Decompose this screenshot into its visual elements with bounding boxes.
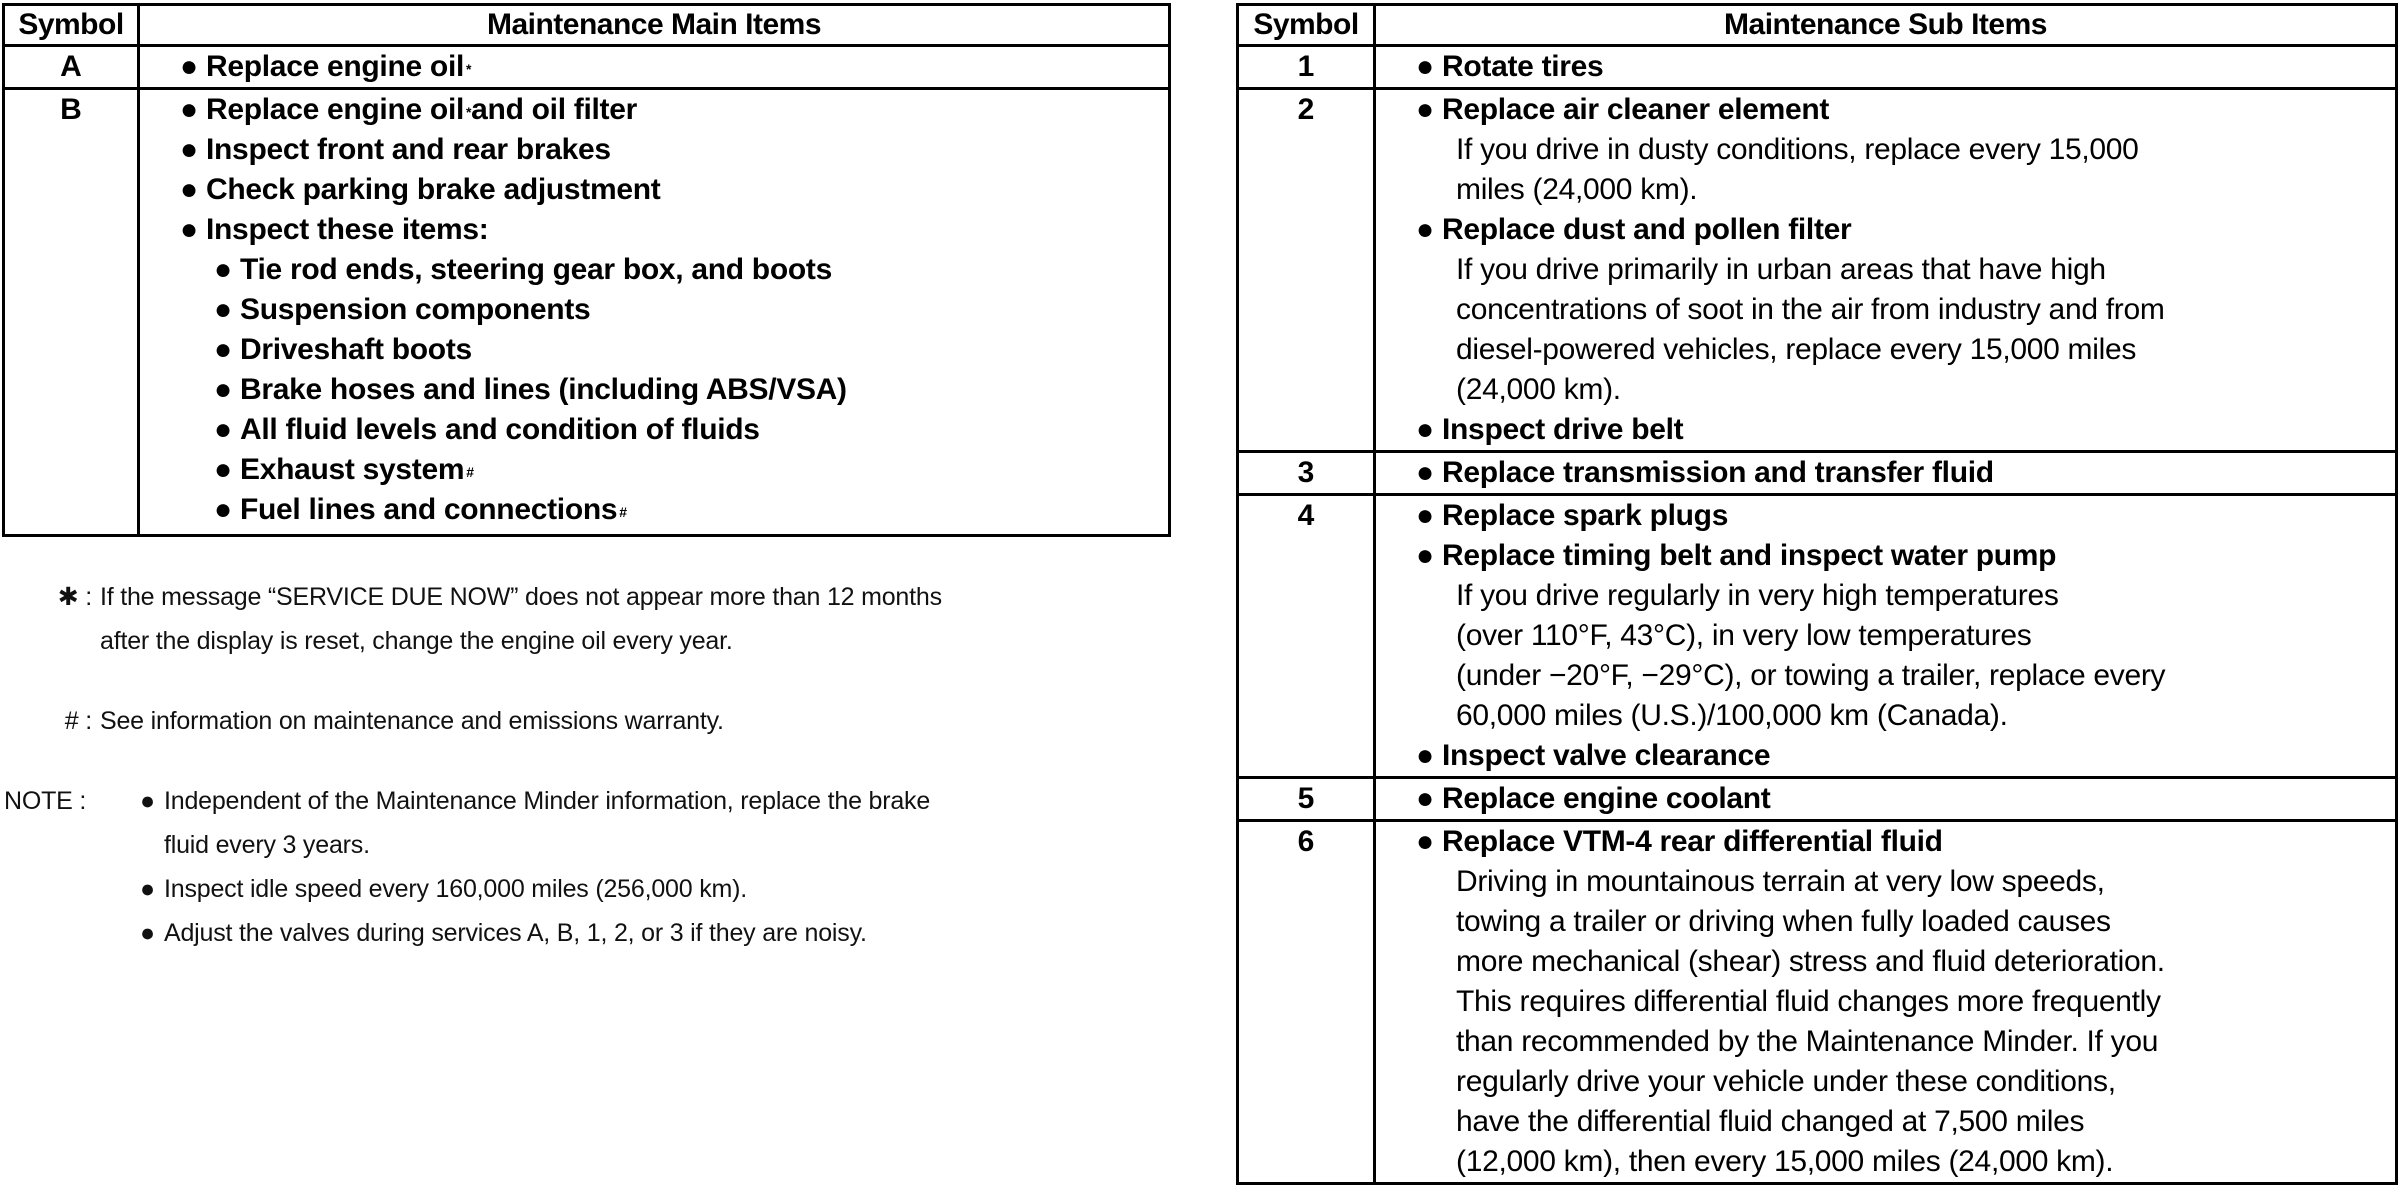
bullet-icon: ● (180, 173, 198, 206)
table-row (4, 89, 1170, 536)
footnote-hash: # : See information on maintenance and emissions warranty. (0, 699, 1200, 743)
bullet-icon: ● (214, 453, 232, 486)
list-item: ● Check parking brake adjustment (180, 170, 1158, 210)
bullet-icon: ● (1416, 539, 1434, 572)
bullet-icon: ● (140, 875, 155, 903)
note-block: NOTE : ● Independent of the Maintenance Minder information, replace the brake fluid every 3 years. ● Inspect idle speed every 160,000 miles (256,000 km). ● Adjust the valves during services A, B, 1, 2, or 3 if they are noisy. (0, 779, 1200, 955)
list-item: ● Driveshaft boots (180, 330, 1158, 370)
bullet-icon: ● (180, 213, 198, 246)
list-item: ● Replace air cleaner element (1416, 90, 2385, 130)
symbol-cell: 2 (1238, 89, 1375, 452)
list-item: ● Fuel lines and connections # (180, 490, 1158, 530)
list-item: ● Replace VTM-4 rear differential fluid (1416, 822, 2385, 862)
note-item: ● Independent of the Maintenance Minder information, replace the brake (140, 779, 1200, 823)
list-item: ● Brake hoses and lines (including ABS/VSA) (180, 370, 1158, 410)
footnote-marker: * (466, 104, 472, 120)
bullet-icon: ● (214, 293, 232, 326)
symbol-cell: 3 (1238, 452, 1375, 495)
symbol-cell: 6 (1238, 821, 1375, 1184)
sub-items-header: Maintenance Sub Items (1375, 5, 2397, 46)
symbol-cell: A (4, 46, 139, 89)
items-cell (1375, 452, 2397, 495)
list-item: ● Inspect valve clearance (1416, 736, 2385, 776)
items-cell (1375, 778, 2397, 821)
items-cell (139, 46, 1170, 89)
table-row (1238, 452, 2397, 495)
symbol-cell: 5 (1238, 778, 1375, 821)
footnotes-section (0, 575, 1200, 955)
symbol-header: Symbol (4, 5, 139, 46)
bullet-icon: ● (140, 919, 155, 947)
bullet-icon: ● (180, 93, 198, 126)
list-item: ● Replace timing belt and inspect water pump (1416, 536, 2385, 576)
sub-items-table (1236, 3, 2398, 1185)
list-item: ● Replace dust and pollen filter (1416, 210, 2385, 250)
items-cell (139, 89, 1170, 536)
footnote-marker: # (619, 504, 627, 520)
items-cell (1375, 495, 2397, 778)
bullet-icon: ● (214, 493, 232, 526)
list-item: ● Inspect front and rear brakes (180, 130, 1158, 170)
symbol-cell: 1 (1238, 46, 1375, 89)
asterisk-icon: ✱ : (57, 583, 92, 611)
items-cell (1375, 821, 2397, 1184)
item-description: If you drive regularly in very high temperatures (over 110°F, 43°C), in very low temperatures (under −20°F, −29°C), or towing a trailer, replace every 60,000 miles (U.S.)/100,000 km (Canada). (1456, 579, 2166, 732)
note-label: NOTE : (4, 787, 87, 815)
bullet-icon: ● (214, 253, 232, 286)
bullet-icon: ● (214, 333, 232, 366)
table-row (1238, 495, 2397, 778)
item-description: Driving in mountainous terrain at very low speeds, towing a trailer or driving when fully loaded causes more mechanical (shear) stress and fluid deterioration. This requires differential fluid changes more frequently than recommended by the Maintenance Minder. If you regularly drive your vehicle under these conditions, have the differential fluid changed at 7,500 miles (12,000 km), then every 15,000 miles (24,000 km). (1456, 865, 2165, 1178)
bullet-icon: ● (1416, 93, 1434, 126)
list-item: ● Replace transmission and transfer fluid (1416, 453, 2385, 493)
list-item: ● Replace spark plugs (1416, 496, 2385, 536)
list-item: ● Suspension components (180, 290, 1158, 330)
footnote-asterisk: ✱ : If the message “SERVICE DUE NOW” does not appear more than 12 months after the display is reset, change the engine oil every year. (0, 575, 1200, 663)
item-description: If you drive primarily in urban areas that have high concentrations of soot in the air from industry and from diesel-powered vehicles, replace every 15,000 miles (24,000 km). (1456, 253, 2165, 406)
list-item: ● Inspect drive belt (1416, 410, 2385, 450)
bullet-icon: ● (180, 133, 198, 166)
table-row (1238, 46, 2397, 89)
bullet-icon: ● (214, 373, 232, 406)
bullet-icon: ● (140, 787, 155, 815)
list-item: ● Rotate tires (1416, 47, 2385, 87)
table-row (1238, 89, 2397, 452)
bullet-icon: ● (214, 413, 232, 446)
bullet-icon: ● (1416, 413, 1434, 446)
table-row (4, 46, 1170, 89)
note-item: ● Inspect idle speed every 160,000 miles (256,000 km). (140, 867, 1200, 911)
table-row (1238, 778, 2397, 821)
main-items-header: Maintenance Main Items (139, 5, 1170, 46)
list-item: ● Replace engine oil *and oil filter (180, 90, 1158, 130)
table-row (1238, 821, 2397, 1184)
list-item: ● Tie rod ends, steering gear box, and boots (180, 250, 1158, 290)
hash-icon: # : (64, 707, 92, 735)
symbol-cell: 4 (1238, 495, 1375, 778)
bullet-icon: ● (1416, 456, 1434, 489)
list-item: ● Inspect these items: (180, 210, 1158, 250)
main-items-table (2, 3, 1171, 537)
list-item: ● Exhaust system # (180, 450, 1158, 490)
bullet-icon: ● (1416, 825, 1434, 858)
bullet-icon: ● (1416, 50, 1434, 83)
bullet-icon: ● (1416, 213, 1434, 246)
list-item: ● Replace engine oil * (180, 47, 1158, 87)
list-item: ● Replace engine coolant (1416, 779, 2385, 819)
symbol-cell: B (4, 89, 139, 536)
bullet-icon: ● (180, 50, 198, 83)
items-cell (1375, 46, 2397, 89)
item-description: If you drive in dusty conditions, replace every 15,000 miles (24,000 km). (1456, 133, 2139, 206)
footnote-marker: * (466, 61, 472, 77)
footnote-marker: # (466, 464, 474, 480)
symbol-header: Symbol (1238, 5, 1375, 46)
items-cell (1375, 89, 2397, 452)
note-item: ● Adjust the valves during services A, B, 1, 2, or 3 if they are noisy. (140, 911, 1200, 955)
bullet-icon: ● (1416, 739, 1434, 772)
bullet-icon: ● (1416, 782, 1434, 815)
list-item: ● All fluid levels and condition of fluids (180, 410, 1158, 450)
bullet-icon: ● (1416, 499, 1434, 532)
